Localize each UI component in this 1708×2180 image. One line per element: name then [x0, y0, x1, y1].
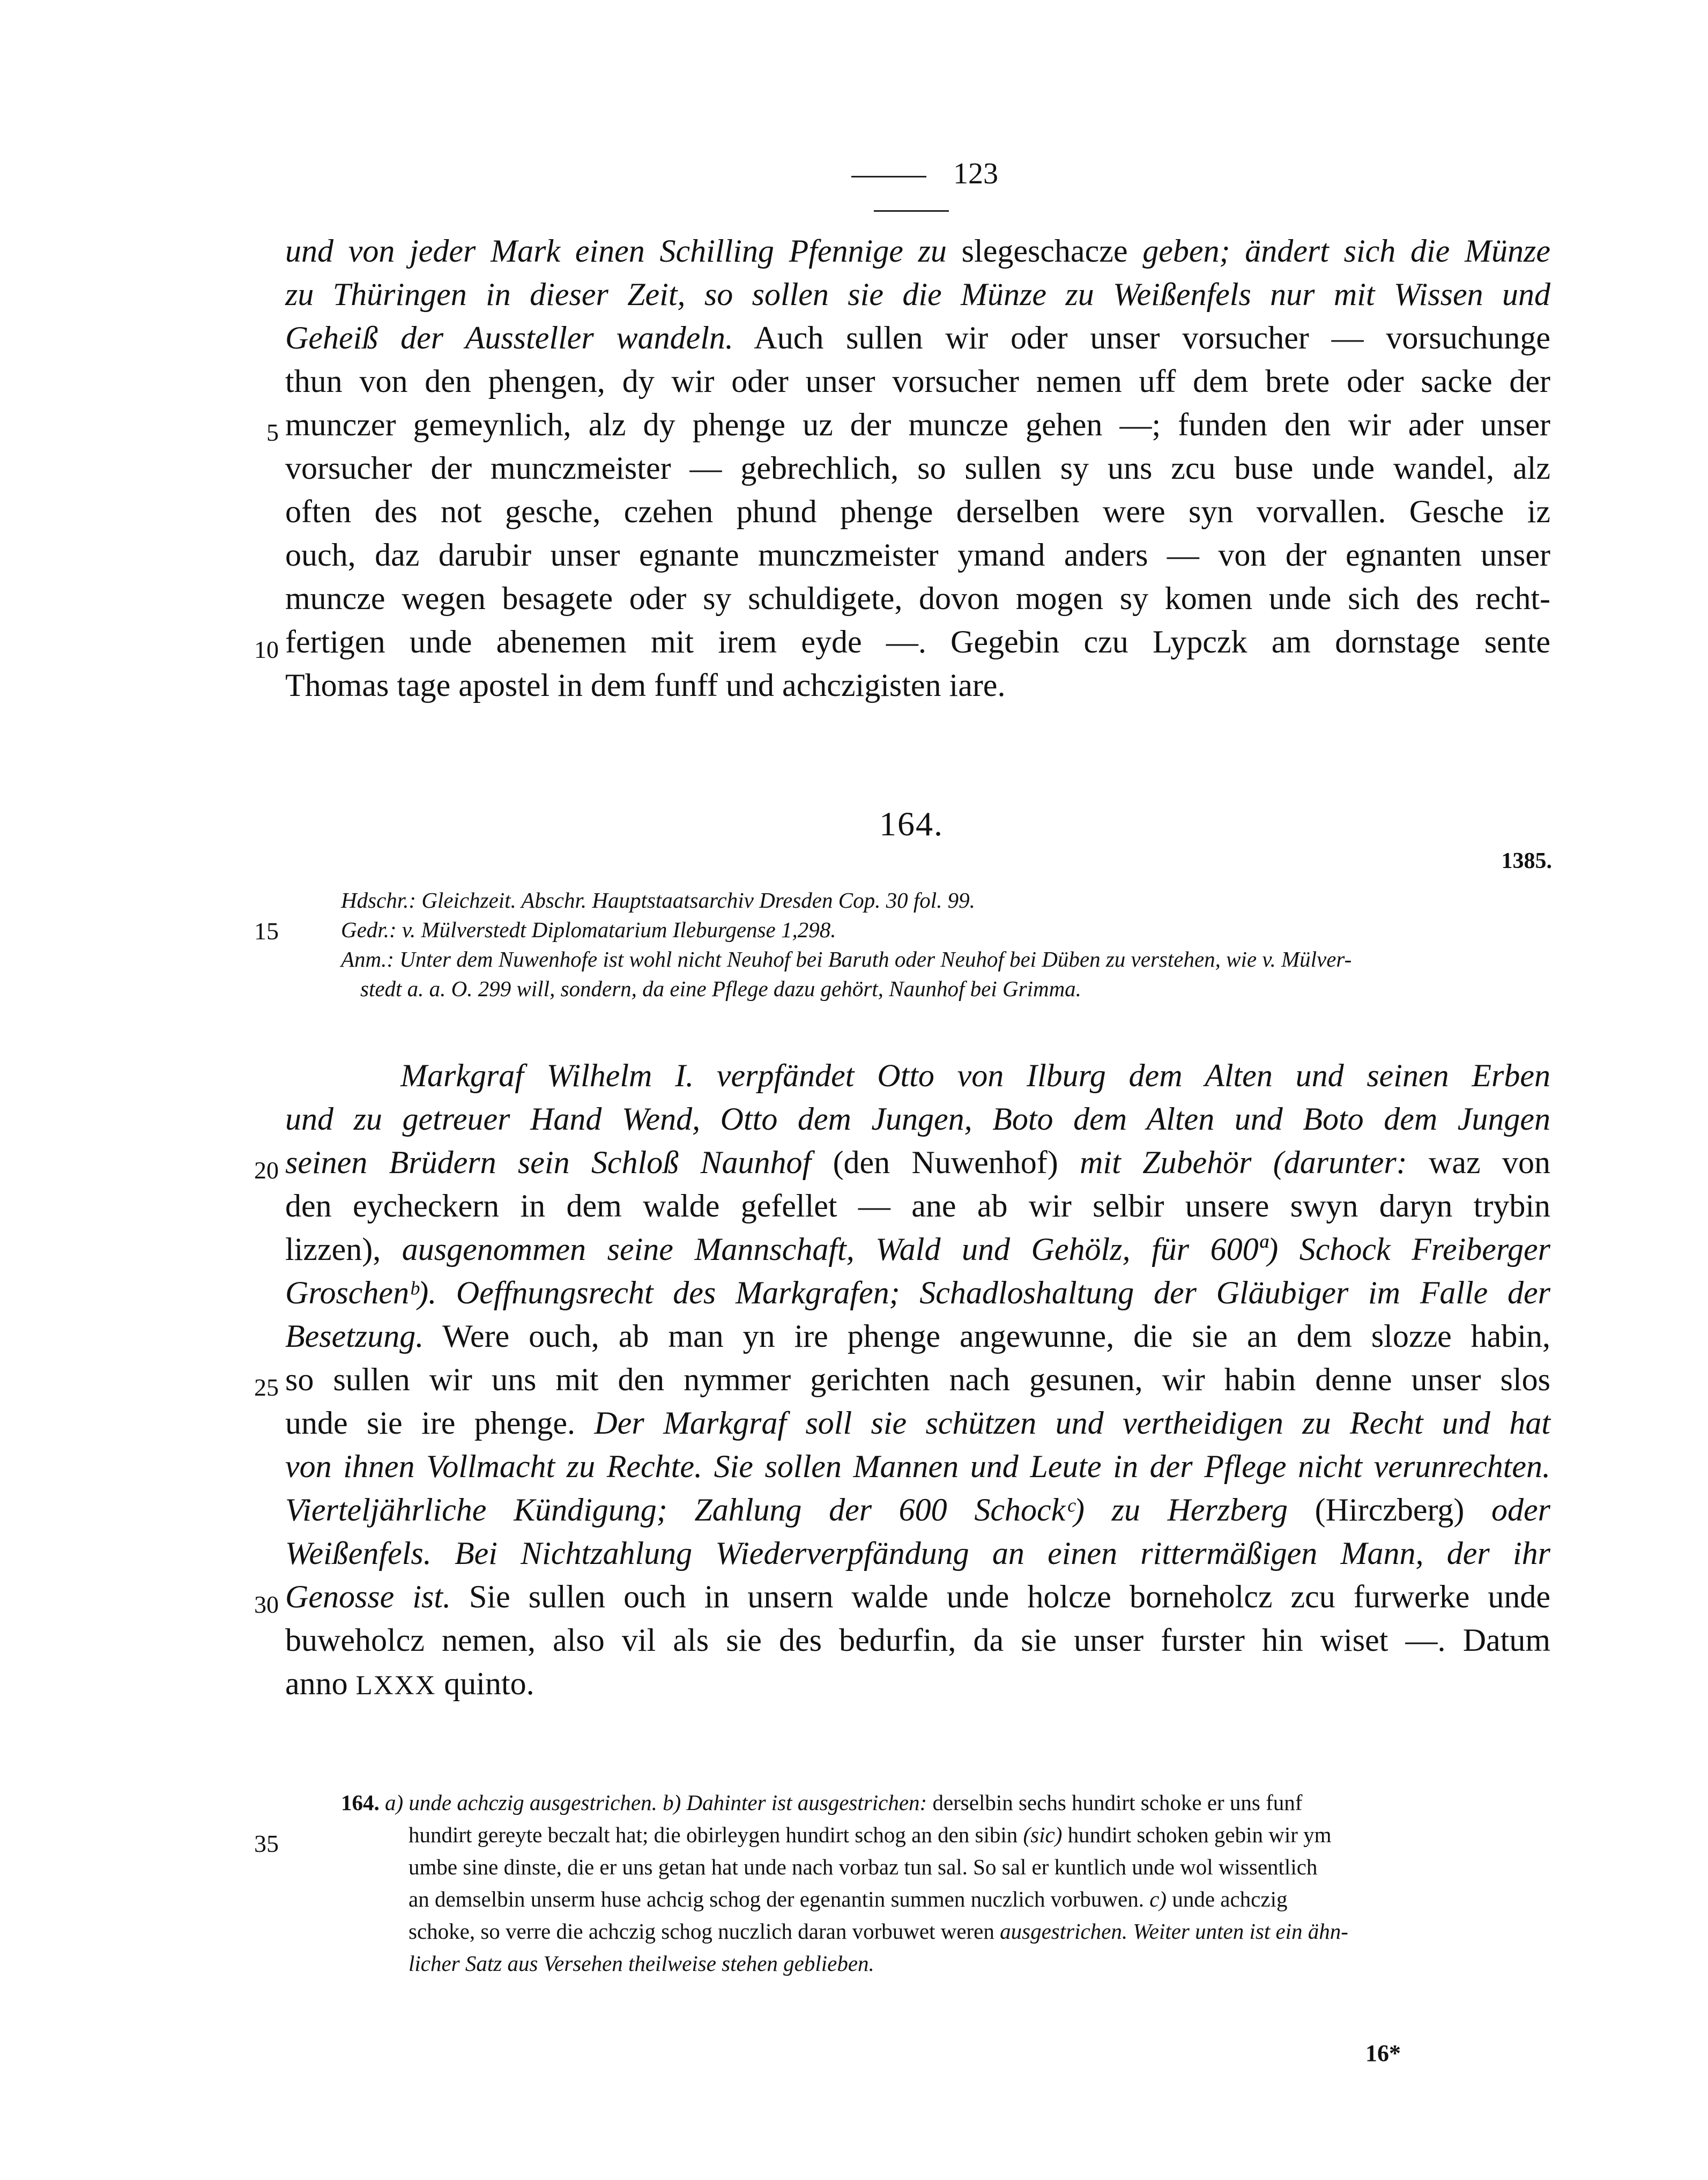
line-number-15: 15: [254, 917, 279, 945]
text-segment: anno: [285, 1666, 356, 1701]
line-number-10: 10: [254, 636, 279, 663]
text-segment: fertigen unde abenemen mit irem eyde —. Gegebin czu Lypczk am dornstage sente: [285, 624, 1550, 659]
text-segment: an demselbin unserm huse achcig schog der egenantin summen nuczlich vorbuwen.: [409, 1887, 1150, 1911]
text-segment: Der Markgraf soll sie schützen und vertheidigen zu Recht und hat: [594, 1405, 1550, 1441]
text-segment: und von jeder Mark einen Schilling Pfennige zu: [285, 233, 962, 269]
footnote-line: [341, 1786, 1553, 1819]
footnote-line: [341, 1851, 1553, 1883]
footnote-line: [341, 1947, 1553, 1979]
text-segment: derselbin sechs hundirt schoke er uns funf: [927, 1790, 1303, 1815]
text-line: [285, 664, 1550, 707]
text-segment: geben; ändert sich die Münze: [1127, 233, 1550, 269]
text-segment: hundirt gereyte beczalt hat; die obirleygen hundirt schog an den sibin: [409, 1822, 1023, 1847]
text-segment: buweholcz nemen, also vil als sie des bedurfin, da sie unser furster hin wiset —. Datum: [285, 1622, 1550, 1658]
text-line: [285, 533, 1550, 577]
text-segment: umbe sine dinste, die er uns getan hat unde nach vorbaz tun sal. So sal er kuntlich unde wol wissentlich: [409, 1855, 1318, 1879]
text-line: [285, 620, 1550, 664]
text-segment: zu Thüringen in dieser Zeit, so sollen sie die Münze zu Weißenfels nur mit Wissen und: [285, 277, 1550, 312]
text-line: [285, 447, 1550, 490]
text-line: [285, 1054, 1550, 1098]
text-segment: LXXX: [355, 1671, 436, 1701]
text-segment: b) Dahinter ist ausgestrichen:: [657, 1790, 927, 1815]
text-line: [285, 1358, 1550, 1402]
text-segment: den eycheckern in dem walde gefellet — ane ab wir selbir unsere swyn daryn trybin: [285, 1188, 1550, 1224]
text-segment: vorsucher der munczmeister — gebrechlich, so sullen sy uns zcu buse unde wandel, alz: [285, 450, 1550, 486]
text-segment: thun von den phengen, dy wir oder unser vorsucher nemen uff dem brete oder sacke der: [285, 364, 1550, 399]
text-segment: Auch sullen wir oder unser vorsucher — vorsuchunge: [733, 320, 1551, 355]
line-number-25: 25: [254, 1374, 279, 1401]
text-segment: ausgenommen seine Mannschaft, Wald und Gehölz, für 600ª) Schock Freiberger: [402, 1232, 1551, 1267]
text-segment: seinen Brüdern sein Schloß Naunhof: [285, 1145, 812, 1180]
text-segment: Markgraf Wilhelm I. verpfändet Otto von Ilburg dem Alten und seinen Erben: [400, 1058, 1550, 1093]
apparatus-line: stedt a. a. O. 299 will, sondern, da eine Pflege dazu gehört, Naunhof bei Grimma.: [360, 976, 1081, 1001]
header-dash-right: [874, 210, 949, 212]
text-segment: mit Zubehör (darunter:: [1080, 1145, 1407, 1180]
text-segment: (den Nuwenhof): [811, 1145, 1080, 1180]
text-segment: Groschenᵇ). Oeffnungsrecht des Markgrafen; Schadloshaltung der Gläubiger im Falle der: [285, 1275, 1550, 1310]
text-line: [285, 1575, 1550, 1619]
text-segment: Vierteljährliche Kündigung; Zahlung der 600 Schockᶜ) zu Herzberg: [285, 1492, 1288, 1528]
text-line: [285, 1445, 1550, 1488]
text-segment: von ihnen Vollmacht zu Rechte. Sie sollen Mannen und Leute in der Pflege nicht verunrechten.: [285, 1449, 1550, 1484]
document-body-text: [254, 1054, 1551, 1708]
page-number: 123: [953, 157, 998, 190]
text-segment: waz von: [1407, 1145, 1551, 1180]
footnote-line: [341, 1819, 1553, 1851]
text-segment: (Hirczberg): [1288, 1492, 1492, 1528]
document-apparatus: [341, 886, 1553, 1004]
text-segment: licher Satz aus Versehen theilweise stehen geblieben.: [409, 1951, 874, 1976]
document-number: 164.: [879, 805, 944, 843]
preceding-document-text: [254, 229, 1551, 707]
text-segment: Besetzung.: [285, 1318, 424, 1354]
text-segment: c): [1149, 1887, 1167, 1911]
text-line: [285, 577, 1550, 620]
footnote-line: [341, 1883, 1553, 1915]
text-line: [285, 1315, 1550, 1358]
text-segment: 164.: [341, 1790, 385, 1815]
text-segment: a) unde achczig: [385, 1790, 530, 1815]
text-line: [285, 1098, 1550, 1141]
line-number-5: 5: [266, 419, 279, 446]
text-segment: unde sie ire phenge.: [285, 1405, 595, 1441]
text-segment: munczer gemeynlich, alz dy phenge uz der muncze gehen —; funden den wir ader unser: [285, 407, 1550, 442]
document-year: 1385.: [1501, 849, 1552, 873]
apparatus-line: Hdschr.: Gleichzeit. Abschr. Hauptstaatsarchiv Dresden Cop. 30 fol. 99.: [341, 888, 975, 913]
text-line: [285, 273, 1550, 316]
text-segment: Genosse ist.: [285, 1579, 451, 1614]
footnote-line: [341, 1915, 1553, 1947]
text-segment: often des not gesche, czehen phund phenge derselben were syn vorvallen. Gesche iz: [285, 494, 1550, 529]
text-segment: und zu getreuer Hand Wend, Otto dem Jungen, Boto dem Alten und Boto dem Jungen: [285, 1101, 1550, 1137]
signature-mark: 16*: [1365, 2040, 1401, 2066]
text-segment: slegeschacze: [961, 233, 1128, 269]
text-line: [285, 316, 1550, 360]
text-line: [285, 1184, 1550, 1228]
text-line: [285, 1532, 1550, 1575]
text-line: [285, 1271, 1550, 1315]
text-line: [285, 1619, 1550, 1662]
text-segment: so sullen wir uns mit den nymmer gerichten nach gesunen, wir habin denne unser slos: [285, 1362, 1550, 1397]
line-number-20: 20: [254, 1156, 279, 1184]
line-number-35: 35: [254, 1830, 279, 1857]
text-segment: oder: [1491, 1492, 1550, 1528]
text-line: [285, 1402, 1550, 1445]
text-segment: muncze wegen besagete oder sy schuldigete, dovon mogen sy komen unde sich des recht-: [285, 581, 1550, 616]
text-line: [285, 403, 1550, 447]
line-number-30: 30: [254, 1591, 279, 1618]
text-line: [285, 1141, 1550, 1184]
text-line: [285, 360, 1550, 403]
text-segment: ouch, daz darubir unser egnante munczmeister ymand anders — von der egnanten unser: [285, 537, 1550, 573]
text-segment: Weißenfels. Bei Nichtzahlung Wiederverpfändung an einen rittermäßigen Mann, der ihr: [285, 1536, 1550, 1571]
apparatus-line: Gedr.: v. Mülverstedt Diplomatarium Ileburgense 1,298.: [341, 917, 836, 942]
text-segment: quinto.: [436, 1666, 534, 1701]
text-segment: (sic): [1023, 1822, 1063, 1847]
text-segment: Thomas tage apostel in dem funff und achczigisten iare.: [285, 668, 1006, 703]
text-line: [285, 229, 1550, 273]
header-dash-left: [851, 176, 926, 177]
text-segment: Were ouch, ab man yn ire phenge angewunne, die sie an dem slozze habin,: [424, 1318, 1550, 1354]
text-line: [285, 490, 1550, 533]
text-segment: Geheiß der Aussteller wandeln.: [285, 320, 733, 355]
footnotes: [341, 1786, 1553, 1979]
text-segment: lizzen),: [285, 1232, 402, 1267]
text-line: [285, 1488, 1550, 1532]
text-segment: hundirt schoken gebin wir ym: [1062, 1822, 1332, 1847]
text-segment: Sie sullen ouch in unsern walde unde holcze borneholcz zcu furwerke unde: [451, 1579, 1550, 1614]
text-line: [285, 1662, 1550, 1708]
page-header: [772, 157, 1051, 225]
text-segment: ausgestrichen.: [529, 1790, 657, 1815]
apparatus-line: Anm.: Unter dem Nuwenhofe ist wohl nicht Neuhof bei Baruth oder Neuhof bei Düben zu verstehen, wie v. Mülver-: [341, 947, 1352, 972]
text-segment: schoke, so verre die achczig schog nuczlich daran vorbuwet weren: [409, 1919, 1000, 1944]
text-segment: unde achczig: [1167, 1887, 1288, 1911]
text-segment: ausgestrichen. Weiter unten ist ein ähn-: [1000, 1919, 1348, 1944]
text-line: [285, 1228, 1550, 1271]
